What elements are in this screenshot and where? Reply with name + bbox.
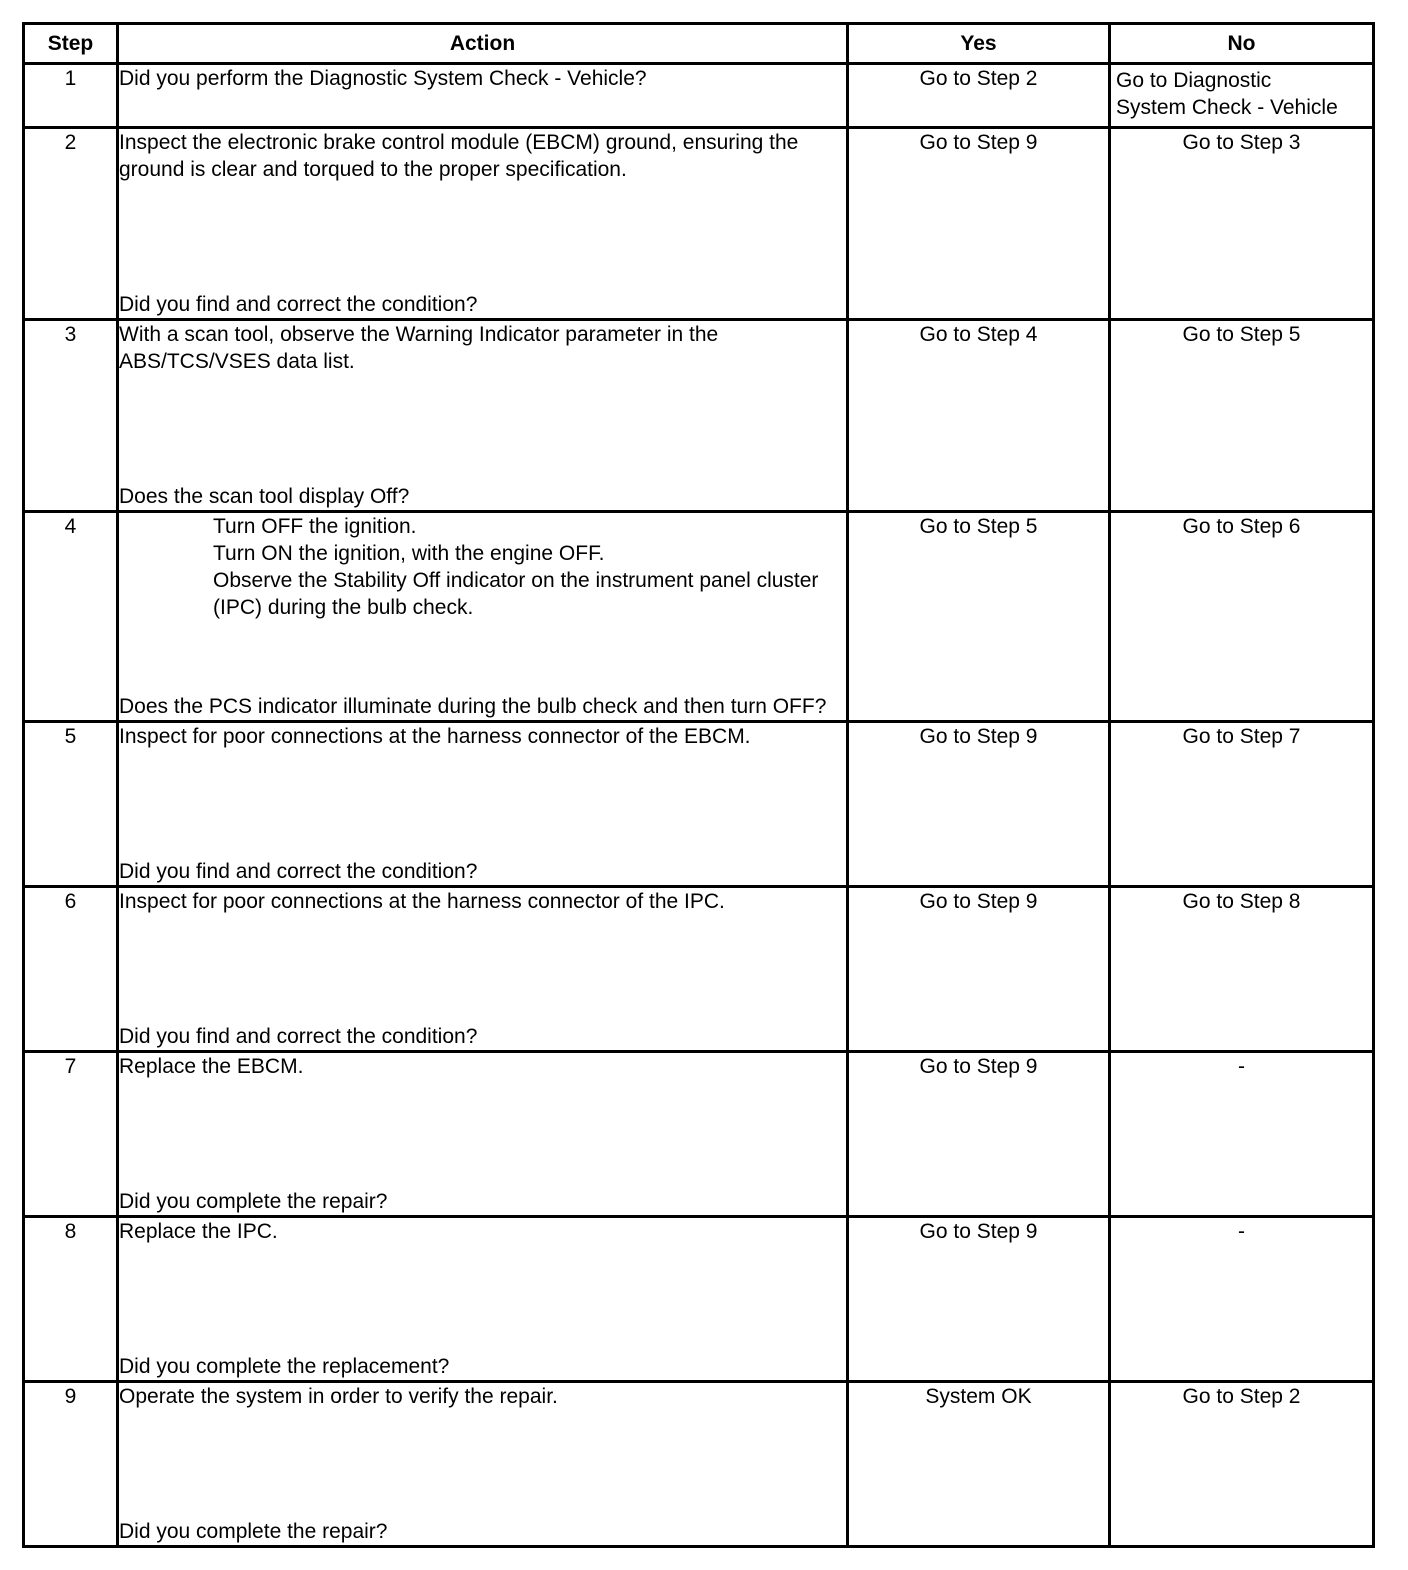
action-substep: Observe the Stability Off indicator on the instrument panel cluster (IPC) during the bulb check. [213,569,819,619]
action-question: Did you perform the Diagnostic System Check - Vehicle? [119,67,647,90]
action-question: Did you complete the repair? [119,1520,388,1543]
no-cell: Go to Step 6 [1110,512,1374,722]
header-yes: Yes [848,24,1110,64]
no-cell: Go to Step 3 [1110,128,1374,320]
table-row [24,1217,1374,1382]
step-number: 5 [24,722,118,887]
diagnostic-table [22,22,1375,1548]
action-cell [118,1052,848,1217]
table-row [24,722,1374,887]
action-question: Did you complete the repair? [119,1190,388,1213]
header-action: Action [118,24,848,64]
step-number: 9 [24,1382,118,1547]
action-question: Does the PCS indicator illuminate during the bulb check and then turn OFF? [119,695,827,718]
no-cell: Go to Step 8 [1110,887,1374,1052]
step-number: 4 [24,512,118,722]
action-instruction: Replace the EBCM. [119,1055,304,1078]
yes-cell: Go to Step 5 [848,512,1110,722]
action-cell [118,320,848,512]
action-cell [118,722,848,887]
action-question: Did you find and correct the condition? [119,1025,478,1048]
no-cell: Go to Step 5 [1110,320,1374,512]
header-row [24,24,1374,64]
action-substep: Turn ON the ignition, with the engine OFF. [213,542,605,565]
table-row [24,128,1374,320]
action-instruction: Replace the IPC. [119,1220,278,1243]
action-question: Did you find and correct the condition? [119,293,478,316]
action-instruction: Operate the system in order to verify the repair. [119,1385,558,1408]
header-step: Step [24,24,118,64]
yes-cell: System OK [848,1382,1110,1547]
step-number: 2 [24,128,118,320]
action-cell [118,128,848,320]
table-row [24,64,1374,128]
no-cell: - [1110,1052,1374,1217]
action-instruction: Inspect the electronic brake control module (EBCM) ground, ensuring the ground is clear and torqued to the proper specification. [119,131,799,181]
yes-cell: Go to Step 4 [848,320,1110,512]
yes-cell: Go to Step 9 [848,128,1110,320]
action-cell [118,1217,848,1382]
no-cell [1110,64,1374,128]
no-cell: - [1110,1217,1374,1382]
yes-cell: Go to Step 9 [848,1217,1110,1382]
no-cell-line: Go to Diagnostic [1116,69,1272,92]
step-number: 7 [24,1052,118,1217]
action-substep: Turn OFF the ignition. [213,515,417,538]
yes-cell: Go to Step 9 [848,887,1110,1052]
step-number: 1 [24,64,118,128]
table-row [24,887,1374,1052]
no-cell-line: System Check - Vehicle [1116,96,1338,119]
table-row [24,1052,1374,1217]
action-cell [118,512,848,722]
header-no: No [1110,24,1374,64]
no-cell: Go to Step 2 [1110,1382,1374,1547]
step-number: 6 [24,887,118,1052]
table-row [24,320,1374,512]
action-question: Did you complete the replacement? [119,1355,450,1378]
yes-cell: Go to Step 9 [848,1052,1110,1217]
action-instruction: Inspect for poor connections at the harness connector of the IPC. [119,890,725,913]
action-question: Does the scan tool display Off? [119,485,410,508]
action-question: Did you find and correct the condition? [119,860,478,883]
step-number: 3 [24,320,118,512]
yes-cell: Go to Step 2 [848,64,1110,128]
action-instruction: With a scan tool, observe the Warning Indicator parameter in the ABS/TCS/VSES data list. [119,323,719,373]
step-number: 8 [24,1217,118,1382]
table-row [24,1382,1374,1547]
action-cell [118,887,848,1052]
yes-cell: Go to Step 9 [848,722,1110,887]
action-cell [118,64,848,128]
action-cell [118,1382,848,1547]
no-cell: Go to Step 7 [1110,722,1374,887]
table-row [24,512,1374,722]
action-instruction: Inspect for poor connections at the harness connector of the EBCM. [119,725,751,748]
